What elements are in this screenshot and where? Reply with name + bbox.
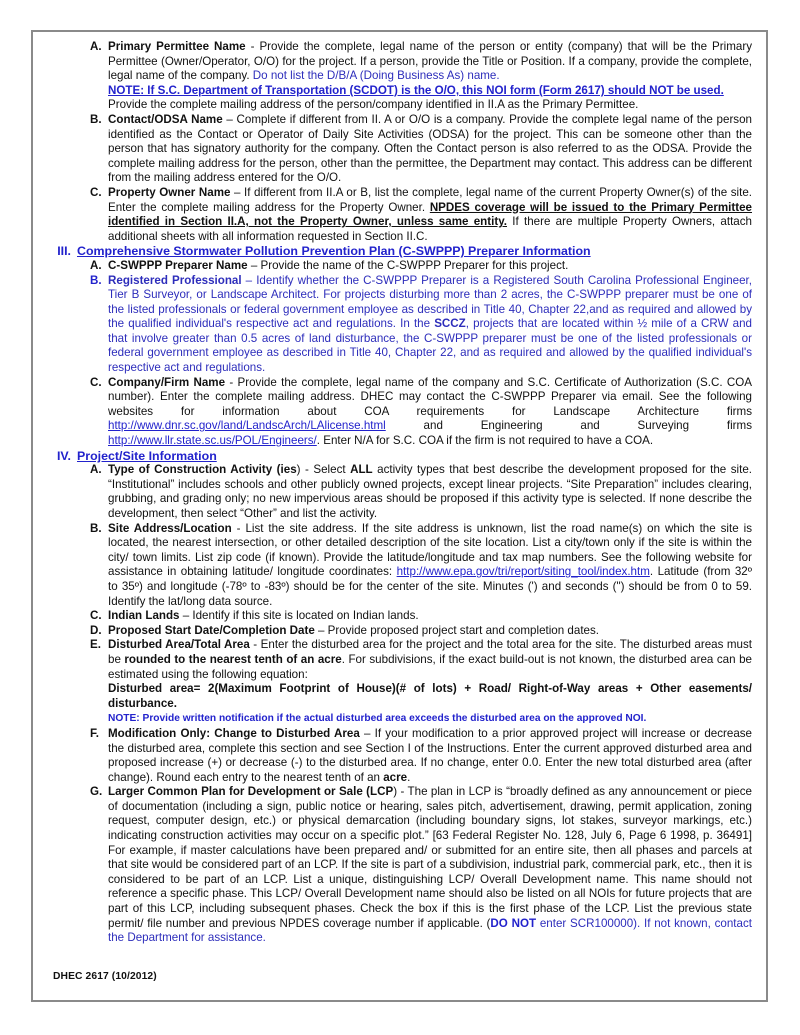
item-text: – Complete if different from II. A or O/O is a company. Provide the complete legal name of the person identified as the Contact or Operator of Daily Site Activities (ODSA) for the project. This can be someone other than the person that has signatory authority for the company. Often the Contact person is also referred to as the ODSA. Provide the complete mailing address for the person, other than the permittee, the Department may contact. This address can be different from the mailing address entered for the O/O.	[108, 112, 752, 185]
item-letter: C.	[90, 609, 102, 623]
item-text-continued: activity types that best describe the development proposed for the site. “Institutional” includes schools and other publicly owned projects, except linear projects. “Site Preparation” includes clearing, grubbing, and grading only; no new impervious areas should be proposed if this activity type is selected. If none describe the development, then select “Other” and list the activity.	[108, 463, 752, 520]
list-item	[42, 259, 754, 274]
link-epa-siting-tool[interactable]: http://www.epa.gov/tri/report/siting_tool/index.htm	[396, 565, 650, 579]
item-body	[108, 186, 754, 244]
page-content	[33, 32, 766, 1000]
item-letter: C.	[90, 375, 102, 389]
item-title: Proposed Start Date/Completion Date	[108, 623, 315, 637]
item-body	[108, 727, 754, 785]
item-text-continued: . Latitude (from 32º to 35º) and longitude (-78º to -83º) should be for the center of the site. Minutes (') and seconds (") should be from 0 to 59. Identify the lat/long data source.	[108, 565, 752, 608]
item-text-continued: . For subdivisions, if the exact build-out is not known, the disturbed area can be estimated using the following equation:	[108, 652, 752, 681]
item-title: Disturbed Area/Total Area	[108, 638, 250, 652]
list-item	[42, 727, 754, 785]
item-text: - The plan in LCP is “broadly defined as any announcement or piece of documentation (including a sign, public notice or hearing, sales pitch, advertisement, drawing, permit application, zoning request, computer design, etc.) or physical demarcation (including boundary signs, lot stakes, surveyor markings, etc.) indicating construction activities may occur on a specific plot.” [63 Federal Register No. 128, July 6, Page 6 1998, p. 36491] For example, if master calculations have been prepared and/ or submitted for an entire site, then all phases and parcels at that site would be considered part of an LCP. If the site is part of a subdivision, industrial park, commercial park, etc., then it is considered to be part of an LCP. List a unique, distinguishing LCP/ Overall Development name. This name should not reference a specific phase. This LCP/ Overall Development name should also be listed on all NOIs for future projects that are part of this LCP, including subsequent phases. Check the box if this is the first phase of the LCP. List the previous state permit/ file number and previous NPDES coverage number if applicable. (	[108, 785, 752, 930]
list-item	[42, 624, 754, 639]
item-title: Type of Construction Activity (ies	[108, 463, 297, 477]
item-title: Company/Firm Name	[108, 375, 226, 389]
item-body	[108, 785, 754, 946]
item-text: – Provide proposed project start and completion dates.	[314, 623, 600, 637]
document-page	[31, 30, 768, 1002]
section-heading-iii	[42, 244, 754, 259]
item-mid-text: and Engineering and Surveying firms	[385, 419, 752, 433]
item-title: Contact/ODSA Name	[108, 112, 223, 126]
item-body	[108, 609, 754, 624]
item-text: – Identify if this site is located on Indian lands.	[179, 609, 419, 623]
section-title: Comprehensive Stormwater Pollution Prevention Plan (C-SWPPP) Preparer Information	[77, 244, 591, 259]
donot-emphasis: DO NOT	[490, 916, 537, 930]
item-letter: A.	[90, 258, 102, 272]
item-title: Registered Professional	[108, 273, 242, 287]
item-text: - Provide the complete, legal name of the person or entity (company) that will be the Primary Permittee (Owner/Operator, O/O) for the project. If a person, provide the Title or Position. If a company, provide the complete, legal name of the company.	[108, 40, 752, 83]
item-letter: A.	[90, 40, 102, 53]
item-letter: B.	[90, 273, 102, 287]
item-title: Site Address/Location	[108, 521, 232, 535]
item-title: Property Owner Name	[108, 185, 231, 199]
item-title: Primary Permittee Name	[108, 40, 246, 53]
item-letter: C.	[90, 185, 102, 199]
blue-note: Do not list the D/B/A (Doing Business As) name.	[252, 69, 500, 83]
list-item	[42, 609, 754, 624]
item-text: – Provide the name of the C-SWPPP Preparer for this project.	[247, 258, 569, 272]
list-item	[42, 463, 754, 521]
item-title-tail: )	[393, 785, 398, 799]
disturbed-area-formula: Disturbed area= 2(Maximum Footprint of House)(# of lots) + Road/ Right-of-Way areas + Other easements/ disturbance.	[108, 682, 752, 710]
item-letter: B.	[90, 521, 102, 535]
item-letter: G.	[90, 785, 103, 799]
item-body	[108, 463, 754, 521]
item-text: – Identify whether the C-SWPPP Preparer is a Registered South Carolina Professional Engineer, Tier B Surveyor, or Landscape Architect. For projects disturbing more than 2 acres, the C-SWPPP preparer must be one of the listed professionals or federal government employee as described in Title 40, Chapter 22,and as required and allowed by the qualified individual's respective act and regulations. In the	[108, 273, 752, 331]
sccz-emphasis: SCCZ	[434, 317, 466, 331]
link-engineers[interactable]: http://www.llr.state.sc.us/POL/Engineers/	[108, 434, 317, 448]
item-body	[108, 113, 754, 186]
item-text: - Select	[300, 463, 351, 477]
item-title: Larger Common Plan for Development or Sale (LCP	[108, 785, 394, 799]
npdes-emphasis: NPDES coverage will be issued to the Primary Permittee identified in Section II.A, not the Property Owner, unless same entity.	[108, 200, 752, 229]
item-text-continued: Provide the complete mailing address of the person/company identified in II.A as the Primary Permittee.	[108, 98, 639, 112]
item-text-continued: . Enter N/A for S.C. COA if the firm is not required to have a COA.	[316, 434, 654, 448]
form-footer: DHEC 2617 (10/2012)	[53, 971, 157, 982]
item-title: Modification Only: Change to Disturbed Area	[108, 726, 360, 740]
section-numeral: IV.	[56, 448, 71, 463]
item-body	[108, 40, 754, 113]
list-item	[42, 785, 754, 946]
scr-text: enter SCR100000).	[536, 916, 641, 930]
list-item	[42, 186, 754, 244]
item-body	[108, 522, 754, 610]
item-text: – If your modification to a prior approved project will increase or decrease the disturbed area, complete this section and see Section I of the Instructions. Enter the current approved disturbed area and proposed increase (+) or decrease (-) to the disturbed area. If no change, enter 0.0. Enter the new total disturbed area (after change). Round each entry to the nearest tenth of an	[108, 726, 753, 784]
item-text: - Enter the disturbed area for the project and the total area for the site. The disturbed areas must be	[108, 638, 752, 666]
item-letter: B.	[90, 112, 102, 126]
acre-emphasis: acre	[383, 770, 408, 784]
item-text-end: .	[407, 770, 411, 784]
item-letter: F.	[90, 726, 100, 740]
item-title: C-SWPPP Preparer Name	[108, 258, 248, 272]
list-item	[42, 40, 754, 113]
list-item	[42, 113, 754, 186]
item-body	[108, 624, 754, 639]
item-text: - Provide the complete, legal name of the company and S.C. Certificate of Authorization (S.C. COA number). Enter the complete mailing address. DHEC may contact the C-SWPPP Preparer via email. See the following websites for information about COA requirements for Landscape Architecture firms	[108, 375, 752, 418]
list-item	[42, 376, 754, 449]
item-text-continued: If there are multiple Property Owners, attach additional sheets with all information requested in Section II.C.	[108, 215, 752, 243]
contact-dept-text: If not known, contact the Department for assistance.	[108, 916, 752, 945]
all-emphasis: ALL	[350, 463, 373, 477]
rounding-emphasis: rounded to the nearest tenth of an acre	[124, 652, 342, 666]
item-body	[108, 376, 754, 449]
list-item	[42, 638, 754, 727]
item-text: – If different from II.A or B, list the complete, legal name of the current Property Owner(s) of the site. Enter the complete mailing address for the Property Owner.	[108, 185, 752, 214]
item-body	[108, 274, 754, 376]
disturbed-area-note: NOTE: Provide written notification if the actual disturbed area exceeds the disturbed area on the approved NOI.	[108, 713, 647, 725]
item-text: - List the site address. If the site address is unknown, list the road name(s) on which the site is located, the nearest intersection, or other detailed description of the site location. List a city/town only if the site is within the city/ town limits. List zip code (if known). Provide the latitude/longitude and tax map numbers. See the following website for assistance in obtaining latitude/ longitude coordinates:	[108, 521, 752, 579]
section-title: Project/Site Information	[77, 448, 217, 463]
item-title-tail: )	[296, 463, 301, 477]
item-letter: D.	[90, 623, 102, 637]
list-item	[42, 274, 754, 376]
item-letter: A.	[90, 463, 102, 477]
section-heading-iv	[42, 449, 754, 464]
link-landscape-architecture[interactable]: http://www.dnr.sc.gov/land/LandscArch/LAlicense.html	[108, 419, 386, 433]
item-body	[108, 638, 754, 727]
section-numeral: III.	[57, 244, 71, 259]
list-item	[42, 522, 754, 610]
scdot-note: NOTE: If S.C. Department of Transportation (SCDOT) is the O/O, this NOI form (Form 2617) should NOT be used.	[108, 83, 724, 97]
item-letter: E.	[90, 638, 101, 652]
item-text-continued: , projects that are located within ½ mile of a CRW and that involve greater than 0.5 acres of land disturbance, the C-SWPPP preparer must be one of the listed professionals or federal government employee as described in Title 40, Chapter 22, and as required and allowed by the qualified individual's respective act and regulations.	[108, 317, 752, 375]
item-title: Indian Lands	[108, 609, 180, 623]
item-body	[108, 259, 754, 274]
